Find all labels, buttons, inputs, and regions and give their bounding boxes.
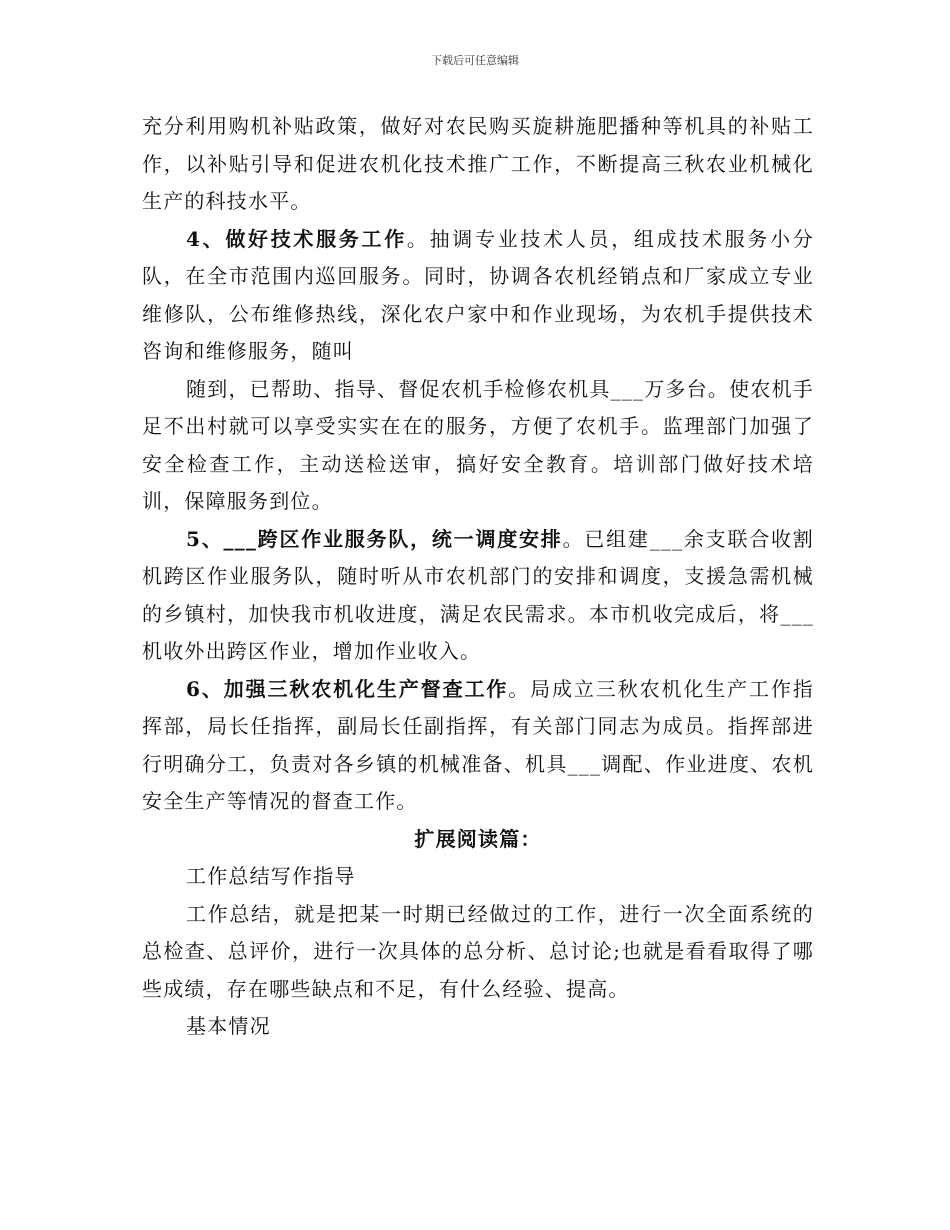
section-basic-info: 基本情况 — [186, 1014, 271, 1038]
extended-definition: 工作总结，就是把某一时期已经做过的工作，进行一次全面系统的总检查、总评价，进行一次具体的总分析、总讨论;也就是看看取得了哪些成绩，存在哪些缺点和不足，有什么经验、提高。 — [142, 901, 814, 1001]
page-header: 下载后可任意编辑 — [431, 54, 519, 67]
paragraph-cross-region — [142, 521, 814, 671]
extended-subtitle: 工作总结写作指导 — [186, 864, 356, 888]
paragraph-text: 充分利用购机补贴政策，做好对农民购买旋耕施肥播种等机具的补贴工作，以补贴引导和促进农机化技术推广工作，不断提高三秋农业机械化生产的科技水平。 — [142, 114, 814, 213]
paragraph-text: 。抽调专业技术人员，组成技术服务小分队，在全市范围内巡回服务。同时，协调各农机经销点和厂家成立专业维修队，公布维修热线，深化农户家中和作业现场，为农机手提供技术咨询和维修服务，随叫 — [142, 226, 814, 363]
paragraph-subsidy — [142, 108, 814, 221]
paragraph-heading: 5、___跨区作业服务队，统一调度安排 — [186, 526, 563, 551]
paragraph-text: 。局成立三秋农机化生产工作指挥部，局长任指挥，副局长任副指挥，有关部门同志为成员。指挥部进行明确分工，负责对各乡镇的机械准备、机具___调配、作业进度、农机安全生产等情况的督查工作。 — [142, 676, 814, 813]
paragraph-on-call — [142, 371, 814, 521]
paragraph-heading: 4、做好技术服务工作 — [186, 226, 407, 251]
document-body — [142, 108, 814, 1046]
paragraph-tech-service — [142, 221, 814, 371]
paragraph-supervision — [142, 671, 814, 821]
paragraph-text: 随到，已帮助、指导、督促农机手检修农机具___万多台。使农机手足不出村就可以享受实实在在的服务，方便了农机手。监理部门加强了安全检查工作，主动送检送审，搞好安全教育。培训部门做好技术培训，保障服务到位。 — [142, 376, 814, 513]
paragraph-text: 。已组建___余支联合收割机跨区作业服务队，随时听从市农机部门的安排和调度，支援急需机械的乡镇村，加快我市机收进度，满足农民需求。本市机收完成后，将___机收外出跨区作业，增加作业收入。 — [142, 526, 814, 663]
paragraph-heading: 6、加强三秋农机化生产督查工作 — [186, 676, 509, 701]
extended-reading-heading: 扩展阅读篇： — [414, 826, 542, 851]
